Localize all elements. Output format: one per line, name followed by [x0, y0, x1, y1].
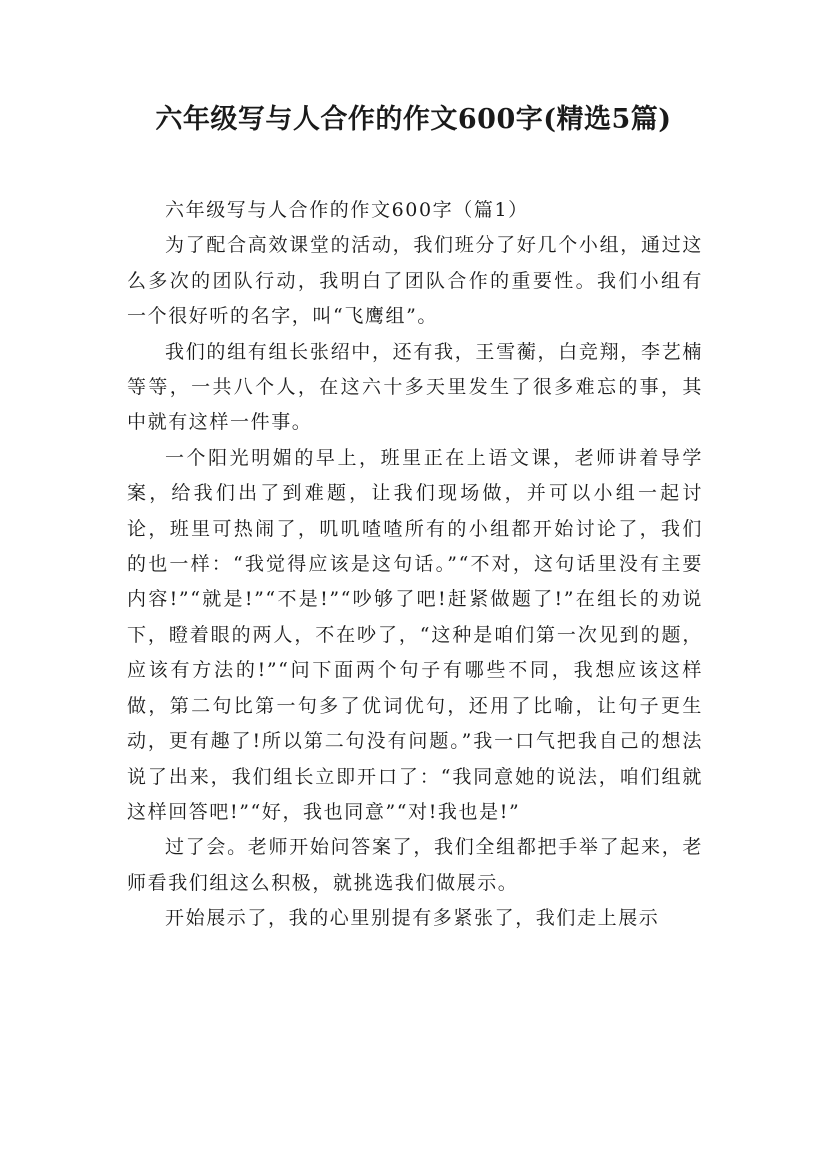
paragraph-4: 过了会。老师开始问答案了，我们全组都把手举了起来，老师看我们组这么积极，就挑选我们做展示。 [127, 836, 703, 894]
document-body [127, 193, 703, 937]
paragraph-3: 一个阳光明媚的早上，班里正在上语文课，老师讲着导学案，给我们出了到难题，让我们现场做，并可以小组一起讨论，班里可热闹了，叽叽喳喳所有的小组都开始讨论了，我们的也一样：“我觉得应该是这句话。”“不对，这句话里没有主要内容!”“就是!”“不是!”“吵够了吧!赶紧做题了!”在组长的劝说下，瞪着眼的两人，不在吵了，“这种是咱们第一次见到的题，应该有方法的!”“问下面两个句子有哪些不同，我想应该这样做，第二句比第一句多了优词优句，还用了比喻，让句子更生动，更有趣了!所以第二句没有问题。”我一口气把我自己的想法说了出来，我们组长立即开口了：“我同意她的说法，咱们组就这样回答吧!”“好，我也同意”“对!我也是!” [127, 446, 703, 823]
document-title: 六年级写与人合作的作文600字(精选5篇) [155, 104, 672, 135]
paragraph-2: 我们的组有组长张绍中，还有我，王雪蘅，白竞翔，李艺楠等等，一共八个人，在这六十多天里发生了很多难忘的事，其中就有这样一件事。 [127, 340, 703, 434]
paragraph-1: 为了配合高效课堂的活动，我们班分了好几个小组，通过这么多次的团队行动，我明白了团队合作的重要性。我们小组有一个很好听的名字，叫“飞鹰组”。 [127, 234, 703, 328]
section-heading: 六年级写与人合作的作文600字（篇1） [165, 199, 529, 221]
paragraph-5: 开始展示了，我的心里别提有多紧张了，我们走上展示 [165, 907, 660, 930]
